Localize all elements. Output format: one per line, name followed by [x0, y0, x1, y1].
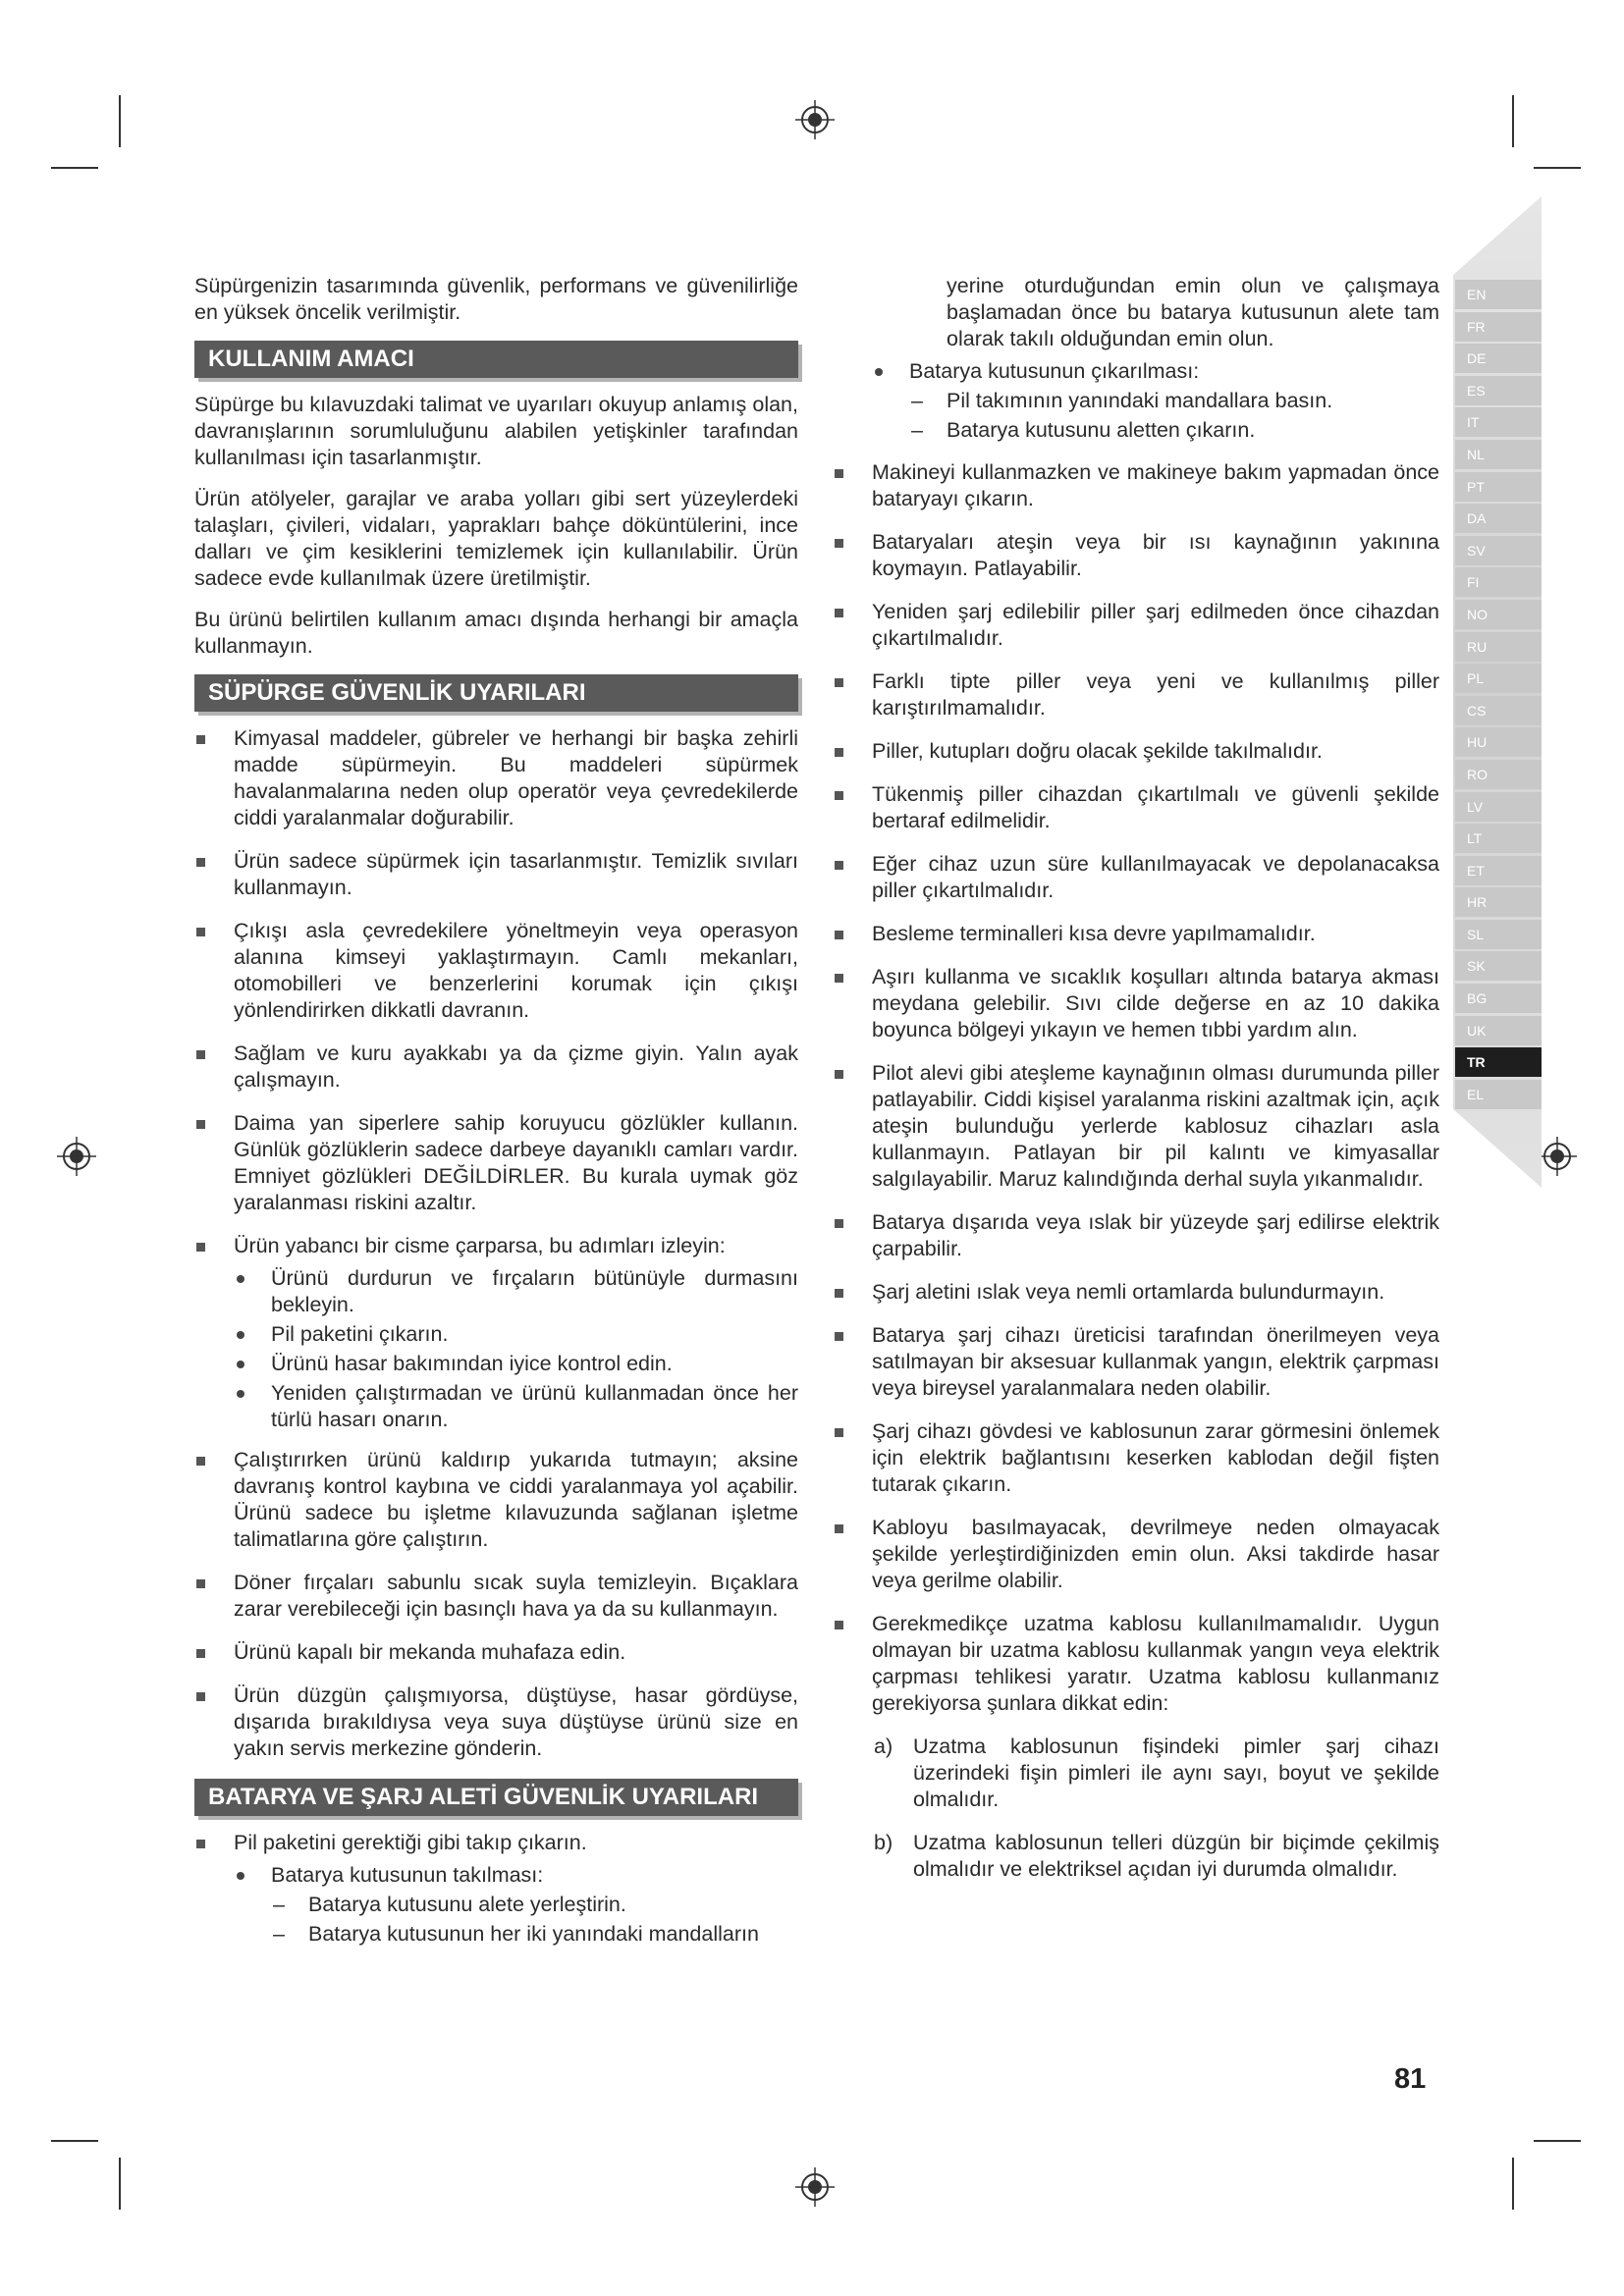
- language-list: [1455, 280, 1542, 1111]
- intro-text: Süpürgenizin tasarımında güvenlik, performans ve güvenilirliğe en yüksek öncelik verilmiştir.: [194, 274, 798, 324]
- list-item: Kabloyu basılmayacak, devrilmeye neden olmayacak şekilde yerleştirdiğinizden emin olun. Aksi takdirde hasar veya gerilme olabilir.: [833, 1515, 1439, 1594]
- list-item: Ürün sadece süpürmek için tasarlanmıştır. Temizlik sıvıları kullanmayın.: [194, 848, 798, 901]
- language-tab-pt[interactable]: PT: [1455, 472, 1542, 502]
- list-item: Batarya şarj cihazı üreticisi tarafından önerilmeyen veya satılmayan bir aksesuar kullanmak yangın, elektrik çarpması veya bireysel yaralanmalara neden olabilir.: [833, 1322, 1439, 1402]
- language-tab-no[interactable]: NO: [1455, 600, 1542, 629]
- extension-cord-sub-items: [833, 1734, 1439, 1883]
- registration-mark-icon: [793, 2165, 837, 2209]
- registration-mark-icon: [793, 98, 837, 141]
- language-tab-bg[interactable]: BG: [1455, 984, 1542, 1013]
- language-tab-es[interactable]: ES: [1455, 376, 1542, 405]
- list-item: Pilot alevi gibi ateşleme kaynağının olması durumunda piller patlayabilir. Ciddi kişisel yaralanma riskini azaltmak için, açık ateşin bulunduğu yerlerde kablosuz cihazları asla kullanmayın. Patlayan bir pil kalıntı ve kimyasallar salgılayabilir. Maruz kalındığında derhal suyla yıkanmalıdır.: [833, 1060, 1439, 1193]
- battery-remove-list: [833, 358, 1439, 444]
- foreign-object-steps: [194, 1265, 798, 1433]
- language-tab-en[interactable]: EN: [1455, 280, 1542, 309]
- page-number: 81: [1394, 2063, 1427, 2095]
- section-heading-battery-safety: BATARYA VE ŞARJ ALETİ GÜVENLİK UYARILARI: [194, 1779, 798, 1816]
- paragraph: Süpürge bu kılavuzdaki talimat ve uyarıları okuyup anlamış olan, davranışlarının sorumluluğunu alabilen yetişkinler tarafından kullanılması için tasarlanmıştır.: [194, 393, 798, 469]
- sub-item-text: Uzatma kablosunun telleri düzgün bir biçimde çekilmiş olmalıdır ve elektriksel açıdan iyi durumda olmalıdır.: [913, 1831, 1439, 1881]
- battery-safety-list: [194, 1830, 798, 1856]
- list-item: Tükenmiş piller cihazdan çıkartılmalı ve güvenli şekilde bertaraf edilmelidir.: [833, 781, 1439, 834]
- step-item: Yeniden çalıştırmadan ve ürünü kullanmadan önce her türlü hasarı onarın.: [194, 1380, 798, 1433]
- install-step: – Batarya kutusunu alete yerleştirin.: [194, 1892, 798, 1918]
- crop-mark: [1534, 167, 1581, 169]
- list-item: Eğer cihaz uzun süre kullanılmayacak ve depolanacaksa piller çıkartılmalıdır.: [833, 851, 1439, 904]
- remove-step: – Pil takımının yanındaki mandallara basın.: [833, 388, 1439, 414]
- language-tab-lv[interactable]: LV: [1455, 792, 1542, 822]
- sub-item-text: Uzatma kablosunun fişindeki pimler şarj cihazı üzerindeki fişin pimleri ile aynı sayı, boyut ve şekilde olmalıdır.: [913, 1735, 1439, 1811]
- crop-mark: [119, 2158, 121, 2210]
- list-item: Yeniden şarj edilebilir piller şarj edilmeden önce cihazdan çıkartılmalıdır.: [833, 599, 1439, 652]
- install-continuation: yerine oturduğundan emin olun ve çalışmaya başlamadan önce bu batarya kutusunun alete tam olarak takılı olduğundan emin olun.: [947, 274, 1439, 350]
- language-tab-ru[interactable]: RU: [1455, 632, 1542, 662]
- sweeper-safety-list: [194, 725, 798, 1259]
- crop-mark: [1512, 95, 1514, 147]
- list-item: Bataryaları ateşin veya bir ısı kaynağının yakınına koymayın. Patlayabilir.: [833, 529, 1439, 582]
- list-item: Farklı tipte piller veya yeni ve kullanılmış piller karıştırılmamalıdır.: [833, 668, 1439, 721]
- list-item: Döner fırçaları sabunlu sıcak suyla temizleyin. Bıçaklara zarar verebileceği için basınçlı hava ya da su kullanmayın.: [194, 1570, 798, 1623]
- paragraph: Bu ürünü belirtilen kullanım amacı dışında herhangi bir amaçla kullanmayın.: [194, 608, 798, 658]
- list-item: Piller, kutupları doğru olacak şekilde takılmalıdır.: [833, 738, 1439, 765]
- sub-item-label: a): [874, 1735, 893, 1758]
- language-tab-lt[interactable]: LT: [1455, 824, 1542, 853]
- install-label: Batarya kutusunun takılması:: [194, 1862, 798, 1889]
- crop-mark: [1512, 2158, 1514, 2210]
- crop-mark: [51, 2140, 98, 2142]
- step-item: Pil paketini çıkarın.: [194, 1321, 798, 1348]
- sub-item: [833, 1734, 1439, 1813]
- list-item: Şarj aletini ıslak veya nemli ortamlarda bulundurmayın.: [833, 1279, 1439, 1306]
- list-item: Ürün düzgün çalışmıyorsa, düştüyse, hasar gördüyse, dışarıda bırakıldıysa veya suya düştüyse ürünü size en yakın servis merkezine gönderin.: [194, 1682, 798, 1762]
- language-tab-fr[interactable]: FR: [1455, 312, 1542, 342]
- list-item: Daima yan siperlere sahip koruyucu gözlükler kullanın. Günlük gözlüklerin sadece darbeye dayanıklı camları vardır. Emniyet gözlükleri DEĞİLDİRLER. Bu kurala uymak göz yaralanması riskini azaltır.: [194, 1110, 798, 1216]
- section-heading-sweeper-safety: SÜPÜRGE GÜVENLİK UYARILARI: [194, 674, 798, 712]
- list-item: Ürünü kapalı bir mekanda muhafaza edin.: [194, 1639, 798, 1666]
- section-heading-intended-use: KULLANIM AMACI: [194, 341, 798, 378]
- remove-label: Batarya kutusunun çıkarılması:: [833, 358, 1439, 385]
- language-tab-ro[interactable]: RO: [1455, 760, 1542, 789]
- list-item: Çalıştırırken ürünü kaldırıp yukarıda tutmayın; aksine davranış kontrol kaybına ve ciddi yaralanmaya yol açabilir. Ürünü sadece bu işletme kılavuzunda sağlanan işletme talimatlarına göre çalıştırın.: [194, 1447, 798, 1553]
- language-tab-hr[interactable]: HR: [1455, 887, 1542, 917]
- language-tab-it[interactable]: IT: [1455, 407, 1542, 437]
- registration-mark-icon: [1536, 1135, 1579, 1178]
- step-item: Ürünü hasar bakımından iyice kontrol edin.: [194, 1351, 798, 1377]
- list-item: Kimyasal maddeler, gübreler ve herhangi bir başka zehirli madde süpürmeyin. Bu maddeleri süpürmek havalanmalarına neden olup operatör veya çevredekilerde ciddi yaralanmalar doğurabilir.: [194, 725, 798, 831]
- list-item: Batarya dışarıda veya ıslak bir yüzeyde şarj edilirse elektrik çarpabilir.: [833, 1209, 1439, 1262]
- list-item: Makineyi kullanmazken ve makineye bakım yapmadan önce bataryayı çıkarın.: [833, 459, 1439, 512]
- language-tab-tr[interactable]: TR: [1455, 1047, 1542, 1077]
- list-item: Aşırı kullanma ve sıcaklık koşulları altında batarya akması meydana gelebilir. Sıvı cilde değerse en az 10 dakika boyunca bölgeyi yıkayın ve hemen tıbbi yardım alın.: [833, 964, 1439, 1043]
- list-item: Şarj cihazı gövdesi ve kablosunun zarar görmesini önlemek için elektrik bağlantısını keserken kablodan değil fişten tutarak çıkarın.: [833, 1418, 1439, 1498]
- language-tab-pl[interactable]: PL: [1455, 664, 1542, 693]
- crop-mark: [1534, 2140, 1581, 2142]
- left-column: [194, 273, 798, 1950]
- list-item: Pil paketini gerektiği gibi takıp çıkarın.: [194, 1830, 798, 1856]
- language-tab-nl[interactable]: NL: [1455, 440, 1542, 469]
- right-column: [833, 273, 1439, 1899]
- language-tab-de[interactable]: DE: [1455, 344, 1542, 373]
- crop-mark: [51, 167, 98, 169]
- install-step: – Batarya kutusunun her iki yanındaki mandalların: [194, 1921, 798, 1948]
- step-item: Ürünü durdurun ve fırçaların bütünüyle durmasını bekleyin.: [194, 1265, 798, 1318]
- list-item: Sağlam ve kuru ayakkabı ya da çizme giyin. Yalın ayak çalışmayın.: [194, 1041, 798, 1094]
- list-item: Gerekmedikçe uzatma kablosu kullanılmamalıdır. Uygun olmayan bir uzatma kablosu kullanmak yangın veya elektrik çarpması tehlikesi yaratır. Uzatma kablosu kullanmanız gerekiyorsa şunlara dikkat edin:: [833, 1611, 1439, 1717]
- language-tab-et[interactable]: ET: [1455, 856, 1542, 885]
- sub-item-label: b): [874, 1831, 893, 1854]
- paragraph: Ürün atölyeler, garajlar ve araba yolları gibi sert yüzeylerdeki talaşları, çivileri, vidaları, yaprakları bahçe döküntülerini, ince dalları ve çim kesiklerini temizlemek için kullanılabilir. Ürün sadece evde kullanılmak üzere üretilmiştir.: [194, 487, 798, 590]
- language-tab-hu[interactable]: HU: [1455, 727, 1542, 757]
- crop-mark: [119, 95, 121, 147]
- language-tab-el[interactable]: EL: [1455, 1080, 1542, 1109]
- registration-mark-icon: [55, 1135, 98, 1178]
- list-item: Çıkışı asla çevredekilere yöneltmeyin veya operasyon alanına kimseyi yaklaştırmayın. Camlı mekanları, otomobilleri ve benzerlerini korumak için çıkışı yönlendirirken dikkatli davranın.: [194, 918, 798, 1024]
- remove-step: – Batarya kutusunu aletten çıkarın.: [833, 417, 1439, 444]
- language-tab-sv[interactable]: SV: [1455, 536, 1542, 565]
- list-item: Besleme terminalleri kısa devre yapılmamalıdır.: [833, 921, 1439, 947]
- language-tab-da[interactable]: DA: [1455, 504, 1542, 533]
- list-item: Ürün yabancı bir cisme çarparsa, bu adımları izleyin:: [194, 1233, 798, 1259]
- sub-item: [833, 1830, 1439, 1883]
- sweeper-safety-list-continued: [194, 1447, 798, 1762]
- language-tab-sl[interactable]: SL: [1455, 920, 1542, 949]
- language-tab-cs[interactable]: CS: [1455, 696, 1542, 725]
- battery-safety-items: [833, 459, 1439, 1717]
- language-tab-uk[interactable]: UK: [1455, 1016, 1542, 1045]
- language-tab-sk[interactable]: SK: [1455, 951, 1542, 981]
- battery-install-list: [194, 1862, 798, 1948]
- language-tab-fi[interactable]: FI: [1455, 567, 1542, 597]
